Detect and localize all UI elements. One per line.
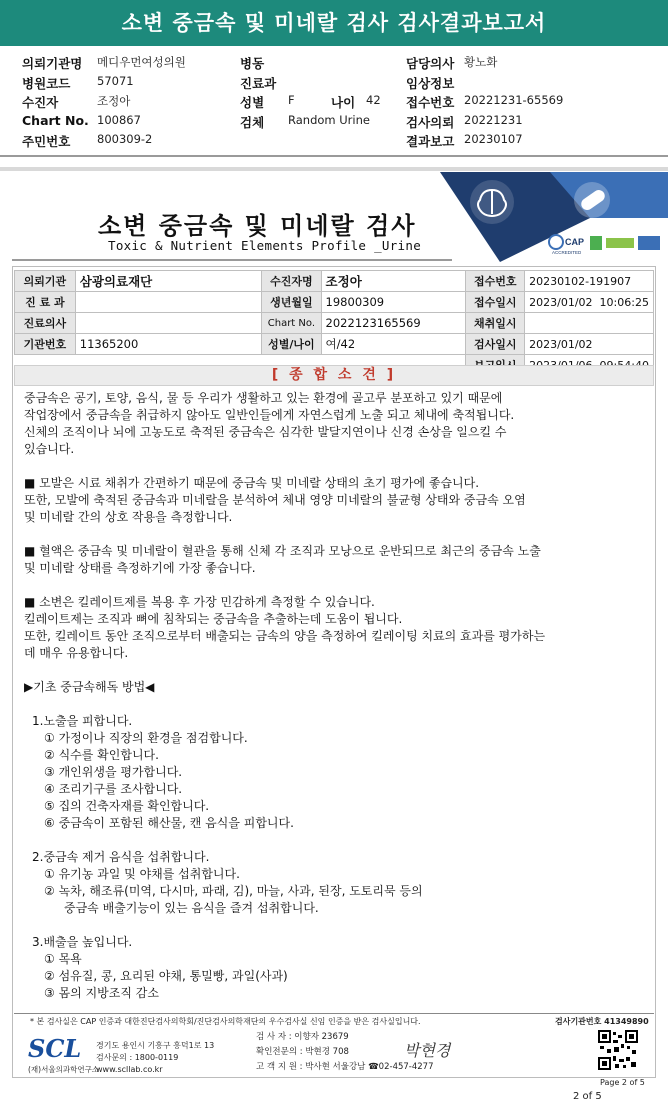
urine-line: 킬레이트제는 조직과 뼈에 침착되는 중금속을 추출하는데 도움이 됩니다. [24,612,403,626]
header-label-resident-no: 주민번호 [22,134,71,149]
header-value-receipt-no: 20221231-65569 [464,93,564,107]
blood-line: ■ 혈액은 중금속 및 미네랄이 혈관을 통해 신체 각 조직과 모낭으로 운반되므로 최근의 중금속 노출 [24,544,541,558]
footer-cert-note: * 본 검사실은 CAP 인증과 대한진단검사의학회/진단검사의학재단의 우수검사실 신임 인증을 받은 검사실입니다. [30,1017,421,1026]
inquiry-line: 검사문의 : 1800-0119 [96,1053,179,1062]
step3-item: ② 섬유질, 콩, 요리된 야채, 통밀빵, 과일(사과) [44,969,288,983]
info-value-dept [75,292,261,313]
footer-lab-number: 검사기관번호 41349890 [555,1017,649,1026]
step1-item: ④ 조리기구를 조사합니다. [44,782,183,796]
intro-line: 중금속은 공기, 토양, 음식, 물 등 우리가 생활하고 있는 환경에 골고루 분포하고 있기 때문에 [24,391,503,405]
header-value-org: 메디우먼여성의원 [97,55,186,69]
scl-logo: SCL [28,1034,82,1063]
header-label-doctor: 담당의사 [406,56,455,71]
header-label-sex: 성별 [240,95,265,110]
step1-item: ⑤ 집의 건축자재를 확인합니다. [44,799,210,813]
step3-item: ③ 몸의 지방조직 감소 [44,986,159,1000]
urine-line: 또한, 킬레이트 동안 조직으로부터 배출되는 금속의 양을 측정하여 킬레이팅 치료의 효과를 평가하는 [24,629,546,643]
info-label-org: 의뢰기관 [15,271,76,292]
header-label-hospital-code: 병원코드 [22,75,71,91]
header-label-chart: Chart No. [22,112,89,128]
header-label-specimen: 검체 [240,114,265,130]
banner-underline [12,259,452,261]
header-value-patient: 조정아 [97,94,131,108]
banner-subtitle: Toxic & Nutrient Elements Profile _Urine [108,238,422,253]
hair-line: 또한, 모발에 축적된 중금속과 미네랄을 분석하여 체내 영양 미네랄의 불균형 상태와 중금속 오염 [24,493,526,507]
step3-title: 3.배출을 높입니다. [32,935,133,949]
info-label-code: 기관번호 [15,334,76,355]
info-label-patient: 수진자명 [262,271,321,292]
intro-line: 신체의 조직이나 뇌에 고농도로 축적된 중금속은 심각한 발달지연이나 신경 손상을 일으킬 수 [24,425,507,439]
qr-code-icon [598,1030,638,1070]
info-label-sexage: 성별/나이 [262,334,321,355]
test-banner [0,172,668,262]
lab-cert-logo-3 [638,236,660,250]
step2-item-cont: 중금속 배출기능이 있는 음식을 즐겨 섭취합니다. [64,901,319,915]
header-value-report: 20230107 [464,132,523,146]
scl-address [96,1040,214,1076]
summary-body [24,390,644,1002]
info-value-org: 삼광의료재단 [75,271,261,292]
info-value-chart: 2022123165569 [321,313,466,334]
info-value-recv-no: 20230102-191907 [525,271,654,292]
step2-title: 2.중금속 제거 음식을 섭취합니다. [32,850,210,864]
intro-line: 작업장에서 중금속을 취급하지 않아도 일반인들에게 자연스럽게 노출 되고 체내에 축적됩니다. [24,408,515,422]
step1-item: ③ 개인위생을 평가합니다. [44,765,183,779]
page-indicator-small: Page 2 of 5 [600,1078,645,1087]
info-value-collect [525,313,654,334]
info-label-test-date: 검사일시 [466,334,525,355]
header-value-doctor: 황노화 [464,55,498,69]
header-label-receipt-no: 접수번호 [406,95,455,110]
banner-title: 소변 중금속 및 미네랄 검사 [98,211,417,240]
urine-line: ■ 소변은 킬레이트제를 복용 후 가장 민감하게 측정할 수 있습니다. [24,595,375,609]
info-label-chart: Chart No. [262,313,321,334]
step1-item: ⑥ 중금속이 포함된 해산물, 캔 음식을 피합니다. [44,816,294,830]
info-value-sexage: 여/42 [321,334,466,355]
info-value-test-date: 2023/01/02 [525,334,654,355]
patient-info-table [14,270,654,376]
header-label-age: 나이 [331,95,356,110]
lab-cert-logo-1 [590,236,602,250]
header-divider [0,155,668,157]
signer-specialist: 확인전문의 : 박현경 708 [256,1047,349,1057]
cap-logo-sub: ACCREDITED [552,250,582,255]
header-value-resident-no: 800309-2 [97,132,153,146]
urine-line: 데 매우 유용합니다. [24,646,129,660]
scl-org-name: (재)서울의과학연구소 [28,1065,100,1074]
signer-tester: 검 사 자 : 이향자 23679 [256,1032,349,1042]
step1-item: ② 식수를 확인합니다. [44,748,159,762]
address-line: 경기도 용인시 기흥구 흥덕1로 13 [96,1041,215,1050]
header-label-clinical: 임상정보 [406,75,455,91]
banner-graphic [440,172,668,262]
report-title-bar: 소변 중금속 및 미네랄 검사 검사결과보고서 [0,0,668,46]
hair-line: 및 미네랄 간의 상호 작용을 측정합니다. [24,510,233,524]
footer-divider [14,1013,654,1014]
step1-item: ① 가정이나 직장의 환경을 점검합니다. [44,731,248,745]
header-label-report: 결과보고 [406,134,455,149]
header-label-org: 의뢰기관명 [22,56,83,71]
info-label-dept: 진 료 과 [15,292,76,313]
header-label-request: 검사의뢰 [406,114,455,130]
website-line: www.scllab.co.kr [96,1065,163,1074]
header-value-chart: 100867 [97,112,141,127]
info-label-doctor: 진료의사 [15,313,76,334]
page-indicator: 2 of 5 [573,1091,602,1102]
blood-line: 및 미네랄 상태를 측정하기에 가장 좋습니다. [24,561,256,575]
signer-support: 고 객 지 원 : 박사현 서울강남 ☎02-457-4277 [256,1062,434,1072]
header-value-specimen: Random Urine [288,112,370,127]
info-value-birth: 19800309 [321,292,466,313]
header-divider-thick [0,167,668,171]
header-value-age: 42 [366,93,381,107]
info-label-recv-no: 접수번호 [466,271,525,292]
step1-title: 1.노출을 피합니다. [32,714,133,728]
header-value-hospital-code: 57071 [97,73,134,88]
info-label-recv-date: 접수일시 [466,292,525,313]
hair-line: ■ 모발은 시료 채취가 간편하기 때문에 중금속 및 미네랄 상태의 초기 평가에 좋습니다. [24,476,480,490]
lab-cert-logo-2 [606,238,634,248]
summary-heading: [ 종 합 소 견 ] [14,365,654,386]
info-value-doctor [75,313,261,334]
signature-image: 박현경 [404,1041,451,1060]
step2-item: ① 유기농 과일 및 야채를 섭취합니다. [44,867,240,881]
header-label-ward: 병동 [240,56,265,71]
intro-line: 있습니다. [24,442,75,456]
header-label-patient: 수진자 [22,95,59,110]
info-label-birth: 생년월일 [262,292,321,313]
report-header [22,54,662,152]
header-value-request: 20221231 [464,112,523,127]
step3-item: ① 목욕 [44,952,82,966]
step2-item: ② 녹차, 해조류(미역, 다시마, 파래, 김), 마늘, 사과, 된장, 도토리묵 등의 [44,884,423,898]
info-value-recv-date: 2023/01/02 10:06:25 [525,292,654,313]
info-value-patient: 조정아 [321,271,466,292]
detox-title: ▶기초 중금속해독 방법◀ [24,680,155,694]
info-label-collect: 채취일시 [466,313,525,334]
header-label-dept: 진료과 [240,75,277,91]
info-value-code: 11365200 [75,334,261,355]
cap-logo-text: CAP [565,237,585,247]
header-value-sex: F [288,93,295,107]
